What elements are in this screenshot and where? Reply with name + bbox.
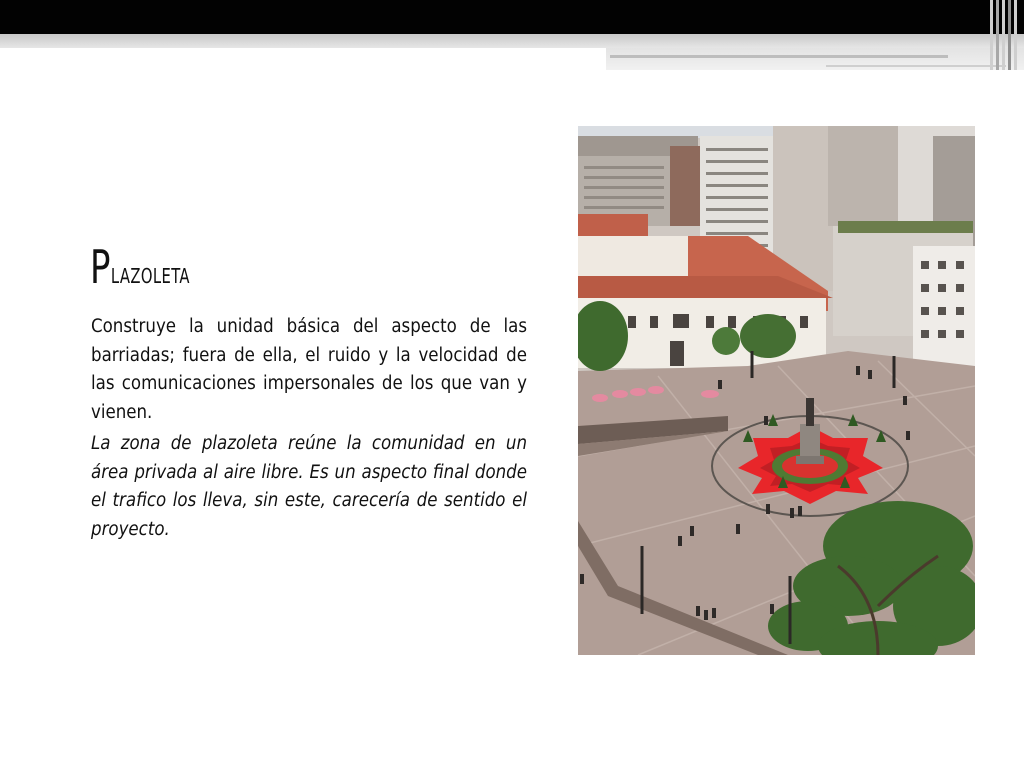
top-line — [610, 55, 948, 58]
top-band — [0, 34, 1024, 48]
paragraph-2: La zona de plazoleta reúne la comunidad en un área privada al aire libre. Es un aspecto final donde el trafico los lleva, sin este, carecería de sentido el proyecto. — [91, 433, 527, 540]
title-initial: P — [90, 240, 111, 294]
title-rest: lazoleta — [110, 257, 190, 290]
top-bar — [0, 0, 1024, 34]
top-line-short — [826, 65, 1006, 67]
plaza-photo — [578, 126, 975, 655]
corner-stripes — [990, 0, 1024, 70]
slide-title — [90, 240, 190, 294]
paragraph-1: Construye la unidad básica del aspecto de las barriadas; fuera de ella, el ruido y la velocidad de las comunicaciones impersonales de los que van y vienen. — [91, 316, 527, 423]
